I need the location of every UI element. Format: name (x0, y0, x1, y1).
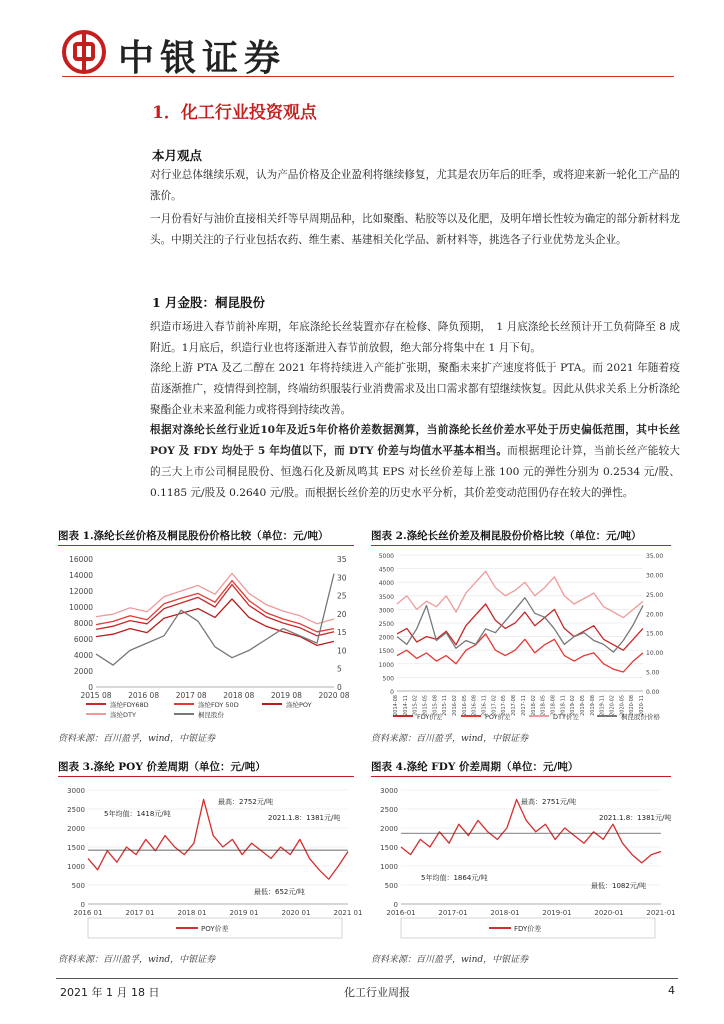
footer-page-number: 4 (668, 984, 675, 997)
figure-4-source: 资料来源：百川盈孚，wind，中银证券 (371, 955, 529, 965)
y2-tick-label: 15 (337, 628, 347, 638)
y-tick-label: 0 (88, 683, 93, 692)
y-tick-label: 1500 (380, 844, 398, 852)
x-tick-label: 2016-05 (461, 695, 468, 716)
x-tick-label: 2016 08 (128, 691, 160, 700)
x-tick-label: 2016-02 (452, 695, 459, 716)
x-tick-label: 2020 08 (318, 691, 350, 700)
figure-2-source: 资料来源：百川盈孚，wind，中银证券 (371, 734, 529, 744)
figure-3-source: 资料来源：百川盈孚，wind，中银证券 (58, 955, 216, 965)
y-tick-label: 0 (80, 901, 85, 909)
figure-3-title: 图表 3.涤纶 POY 价差周期（单位：元/吨） (58, 761, 266, 773)
annotation-min: 最低：652元/吨 (254, 888, 305, 896)
x-tick-label: 2019-08 (589, 695, 596, 716)
view-paragraph-2: 一月份看好与油价直接相关纤等早周期品种，比如聚酯、粘胶等以及化肥，及明年增长性较为确定的部分新材料龙头。中期关注的子行业包括农药、维生素、基建相关化学品、新材料等，挑选各子行业优势龙头企业。 (150, 213, 680, 246)
annotation-max: 最高：2751元/吨 (521, 798, 577, 806)
legend-label: POY价差 (201, 925, 229, 933)
legend-label: 涤纶POY (286, 701, 312, 709)
figure-2-rule (371, 545, 671, 546)
annotation-min: 最低：1082元/吨 (591, 882, 647, 890)
x-tick-label: 2017-05 (501, 695, 508, 716)
y-tick-label: 1000 (380, 863, 398, 871)
figure-2-title: 图表 2.涤纶长丝价差及桐昆股份价格比较（单位：元/吨） (371, 530, 642, 542)
x-tick-label: 2020-02 (609, 695, 616, 716)
series-line (397, 571, 643, 617)
y2-tick-label: 25.00 (646, 591, 664, 599)
stock-paragraph-3 (150, 420, 680, 504)
y-tick-label: 12000 (69, 587, 93, 596)
y-tick-label: 0 (393, 901, 398, 909)
x-tick-label: 2014-11 (402, 695, 409, 716)
y-tick-label: 10000 (69, 603, 93, 612)
x-tick-label: 2017-08 (511, 695, 518, 716)
x-tick-label: 2015-05 (422, 695, 429, 716)
footer-date: 2021 年 1 月 18 日 (60, 986, 160, 999)
x-tick-label: 2020-11 (639, 695, 645, 716)
chart-2 (371, 549, 671, 727)
y2-tick-label: 5 (337, 664, 342, 674)
series-line (397, 634, 643, 672)
y-tick-label: 3000 (380, 787, 398, 795)
x-tick-label: 2018 01 (177, 909, 207, 917)
legend-label: FDY价差 (417, 713, 443, 721)
y2-tick-label: 35.00 (646, 553, 664, 560)
y-tick-label: 4500 (378, 566, 394, 574)
subtitle-stock: 1 月金股：桐昆股份 (152, 295, 266, 310)
x-tick-label: 2015-08 (432, 695, 439, 716)
x-tick-label: 2017-11 (520, 695, 527, 716)
chart-1 (58, 549, 358, 727)
stock-paragraph-2: 涤纶上游 PTA 及乙二醇在 2021 年将持续进入产能扩张期，聚酯未来扩产速度将低于 PTA。而 2021 年随着疫苗逐渐推广，疫情得到控制，终端纺织服装行业消费需求及出口需求都有望继续恢复。因此从供求关系上分析涤纶聚酯企业未来盈利能力或将得到持续改善。 (150, 362, 680, 416)
y2-tick-label: 0 (337, 683, 342, 692)
y-tick-label: 2000 (73, 667, 93, 676)
footer-divider (56, 978, 678, 979)
stock-paragraph-1: 织造市场进入春节前补库期，年底涤纶长丝装置亦存在检修、降负预期， 1 月底涤纶长丝预计开工负荷降至 8 成附近。1月底后，织造行业也将逐渐进入春节前放假，绝大部分将集中在 1 月下旬。 (150, 321, 680, 354)
x-tick-label: 2018-01 (490, 909, 520, 917)
annotation-latest: 2021.1.8：1381元/吨 (599, 814, 672, 822)
x-tick-label: 2021 01 (333, 909, 363, 917)
y-tick-label: 2500 (380, 806, 398, 814)
x-tick-label: 2015 08 (80, 691, 112, 700)
y2-tick-label: 15.00 (646, 630, 664, 638)
x-tick-label: 2018-05 (540, 695, 547, 716)
x-tick-label: 2016-01 (386, 909, 416, 917)
legend-label: 桐昆股份价格 (621, 713, 660, 721)
y-tick-label: 2500 (378, 621, 394, 628)
x-tick-label: 2018-08 (550, 695, 557, 716)
stock-paragraph-3-bold: 根据对涤纶长丝行业近10年及近5年价格价差数据测算，当前涤纶长丝价差水平处于历史偏低范围，其中长丝 POY 及 FDY 均处于 5 年均值以下，而 DTY 价差与均值水平基本相当。 (150, 424, 680, 457)
figure-1-source: 资料来源：百川盈孚，wind，中银证券 (58, 734, 216, 744)
y2-tick-label: 10 (337, 646, 347, 656)
x-tick-label: 2019-01 (542, 909, 572, 917)
figure-4-rule (371, 776, 671, 777)
y-tick-label: 2500 (67, 806, 85, 814)
footer-report-name: 化工行业周报 (344, 986, 410, 999)
series-line (397, 604, 643, 650)
y-tick-label: 4000 (378, 580, 394, 588)
y-tick-label: 3000 (67, 787, 85, 795)
figure-4-title: 图表 4.涤纶 FDY 价差周期（单位：元/吨） (371, 761, 579, 773)
legend-label: 涤纶FDY68D (110, 701, 149, 709)
y2-tick-label: 30.00 (646, 572, 664, 580)
y-tick-label: 6000 (73, 635, 93, 644)
x-tick-label: 2020-08 (629, 695, 636, 716)
y2-tick-label: 25 (337, 591, 347, 601)
x-tick-label: 2018 08 (223, 691, 255, 700)
y-tick-label: 1000 (378, 661, 394, 669)
x-tick-label: 2016-11 (481, 695, 488, 716)
legend-label: 桐昆股份 (198, 711, 224, 719)
y-tick-label: 4000 (73, 651, 93, 660)
section-title: 1．化工行业投资观点 (152, 103, 317, 123)
legend-label: 涤纶DTY (110, 711, 136, 719)
stock-paragraph-3-rest: 而根据理论计算，当前长丝产能较大的三大上市公司桐昆股份、恒逸石化及新凤鸣其 EPS 对长丝价差每上涨 100 元的弹性分别为 0.2534 元/股、0.1185 元/股及 0.2640 元/股。而根据长丝价差的历史水平分析，其价差变动范围仍存在较大的弹性。 (150, 445, 680, 499)
x-tick-label: 2020-01 (594, 909, 624, 917)
bank-of-china-logo (62, 30, 106, 74)
y-tick-label: 16000 (69, 555, 93, 564)
y-tick-label: 500 (384, 882, 398, 890)
y2-tick-label: 35 (337, 555, 347, 564)
series-line (96, 574, 334, 666)
figure-3-rule (58, 776, 354, 777)
y2-tick-label: 10.00 (646, 650, 664, 658)
y-tick-label: 3000 (378, 607, 394, 615)
y-tick-label: 14000 (69, 571, 93, 580)
y-tick-label: 2000 (378, 634, 394, 642)
x-tick-label: 2019 01 (229, 909, 259, 917)
x-tick-label: 2015-11 (442, 695, 449, 716)
x-tick-label: 2017-01 (438, 909, 468, 917)
y-tick-label: 8000 (73, 619, 93, 628)
x-tick-label: 2019 08 (270, 691, 302, 700)
y-tick-label: 0 (390, 689, 394, 696)
y-tick-label: 3500 (378, 593, 394, 601)
annotation-mean: 5年均值：1864元/吨 (421, 874, 488, 882)
legend-label: DTY价差 (553, 713, 579, 721)
annotation-max: 最高：2752元/吨 (218, 798, 274, 806)
x-tick-label: 2017 08 (175, 691, 207, 700)
y-tick-label: 2000 (67, 825, 85, 833)
y2-tick-label: 30 (337, 573, 347, 583)
x-tick-label: 2019-05 (579, 695, 586, 716)
y-tick-label: 1500 (67, 844, 85, 852)
x-tick-label: 2014-08 (393, 695, 399, 716)
annotation-mean: 5年均值：1418元/吨 (104, 810, 171, 818)
y-tick-label: 500 (71, 882, 85, 890)
y-tick-label: 500 (382, 675, 394, 683)
legend-label: FDY价差 (514, 925, 542, 933)
y-tick-label: 1000 (67, 863, 85, 871)
chart-4 (371, 780, 676, 942)
x-tick-label: 2018-02 (530, 695, 537, 716)
series-line (96, 585, 334, 636)
x-tick-label: 2016-08 (471, 695, 478, 716)
brand-name: 中银证券 (118, 37, 287, 79)
y2-tick-label: 5.00 (646, 669, 660, 677)
y-tick-label: 1500 (378, 648, 394, 656)
figure-1-title: 图表 1.涤纶长丝价格及桐昆股份价格比较（单位：元/吨） (58, 530, 329, 542)
x-tick-label: 2015-02 (412, 695, 419, 716)
x-tick-label: 2017 01 (125, 909, 155, 917)
x-tick-label: 2019-11 (599, 695, 606, 716)
x-tick-label: 2017-02 (491, 695, 498, 716)
legend-label: 涤纶FDY 50D (198, 701, 239, 709)
chart-3 (58, 780, 363, 942)
header-divider (62, 76, 674, 77)
annotation-latest: 2021.1.8：1381元/吨 (268, 814, 341, 822)
subtitle-view: 本月观点 (152, 148, 203, 163)
x-tick-label: 2020 01 (281, 909, 311, 917)
y2-tick-label: 0.00 (646, 689, 660, 696)
x-tick-label: 2021-01 (646, 909, 676, 917)
x-tick-label: 2019-02 (570, 695, 577, 716)
y-tick-label: 2000 (380, 825, 398, 833)
view-paragraph-1: 对行业总体继续乐观，认为产品价格及企业盈利将继续修复，尤其是农历年后的旺季，或将迎来新一轮化工产品的涨价。 (150, 169, 680, 202)
x-tick-label: 2018-11 (560, 695, 567, 716)
x-tick-label: 2020-05 (619, 695, 626, 716)
y2-tick-label: 20 (337, 609, 347, 619)
x-tick-label: 2016 01 (73, 909, 103, 917)
figure-1-rule (58, 545, 354, 546)
legend-label: POY价差 (485, 713, 511, 721)
y2-tick-label: 20.00 (646, 611, 664, 619)
y-tick-label: 5000 (378, 553, 394, 560)
